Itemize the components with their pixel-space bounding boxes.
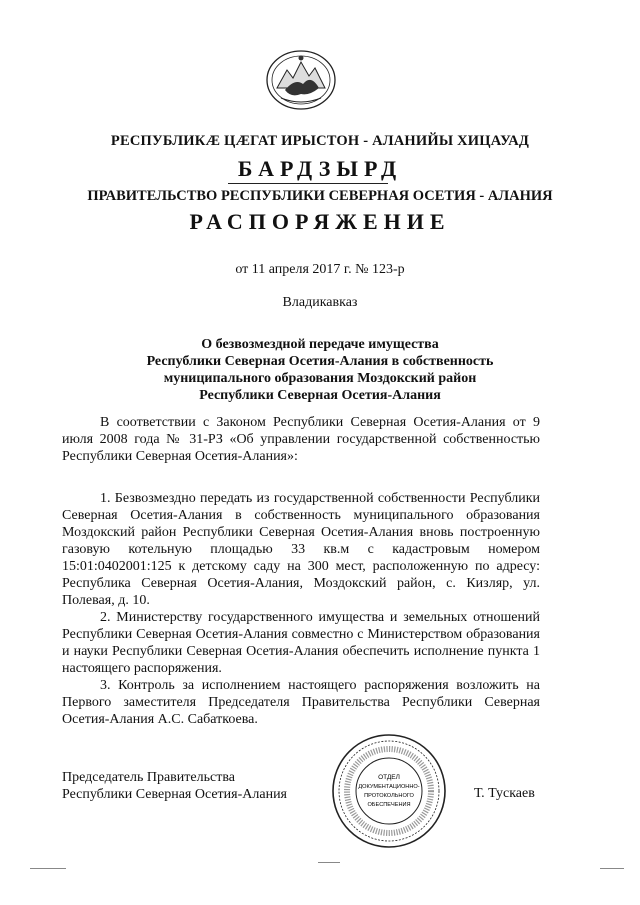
stamp-center-line: ОТДЕЛ [378,774,400,781]
subject-line: О безвозмездной передаче имущества [201,337,439,352]
subject-line: муниципального образования Моздокский район [163,371,477,386]
resolution-item-1: 1. Безвозмездно передать из государственной собственности Республики Северная Осетия-Алания в собственность муниципального образования Моздокский район Республики Северная Осетия-Алания вновь построенную газовую котельную площадью 33 кв.м с кадастровым номером 15:01:0402001:125 к детскому саду на 300 мест, расположенную по адресу: Республика Северная Осетия-Алания, Моздокский район, с. Кизляр, ул. Полевая, д. 10. [62,491,540,608]
stamp-center-line: ПРОТОКОЛЬНОГО [364,793,414,799]
header-government-name: ПРАВИТЕЛЬСТВО РЕСПУБЛИКИ СЕВЕРНАЯ ОСЕТИЯ - АЛАНИЯ [87,188,553,204]
resolution-item-3: 3. Контроль за исполнением настоящего распоряжения возложить на Первого заместителя Председателя Правительства Республики Северная Осетия-Алания А.С. Сабаткоева. [62,678,540,727]
scan-artifact-line [600,868,624,869]
resolution-item-2: 2. Министерству государственного имущества и земельных отношений Республики Северная Осетия-Алания совместно с Министерством образования и науки Республики Северная Осетия-Алания обеспечить исполнение пункта 1 настоящего распоряжения. [62,610,540,676]
header-divider [228,183,388,184]
signatory-position [62,769,287,803]
resolution-items [62,490,540,728]
coat-of-arms-emblem [263,48,339,112]
subject-line: Республики Северная Осетия-Алания [199,388,441,403]
signatory-name: Т. Тускаев [474,786,535,801]
stamp-center-line: ДОКУМЕНТАЦИОННО- [358,784,420,790]
document-city: Владикавказ [282,295,358,310]
preamble-paragraph: В соответствии с Законом Республики Северная Осетия-Алания от 9 июля 2008 года № 31-РЗ «Об управлении государственной собственностью Республики Северная Осетия-Алания»: [62,415,540,464]
signatory-position-line: Республики Северная Осетия-Алания [62,787,287,802]
subject-line: Республики Северная Осетия-Алания в собственность [146,354,494,369]
scan-artifact-line [318,862,340,863]
document-type-title: РАСПОРЯЖЕНИЕ [189,209,451,234]
document-date-number: от 11 апреля 2017 г. № 123-р [235,262,405,277]
header-bardzyrd: БАРДЗЫРД [237,156,403,181]
stamp-center-line: ОБЕСПЕЧЕНИЯ [367,802,411,808]
preamble-block [62,414,540,465]
header-ossetian-line: РЕСПУБЛИКӔ ЦӔГАТ ИРЫСТОН - АЛАНИЙЫ ХИЦАУАД [110,133,530,149]
scan-artifact-line [30,868,66,869]
official-stamp [330,732,448,850]
signatory-position-line: Председатель Правительства [62,770,235,785]
document-subject [0,336,640,404]
